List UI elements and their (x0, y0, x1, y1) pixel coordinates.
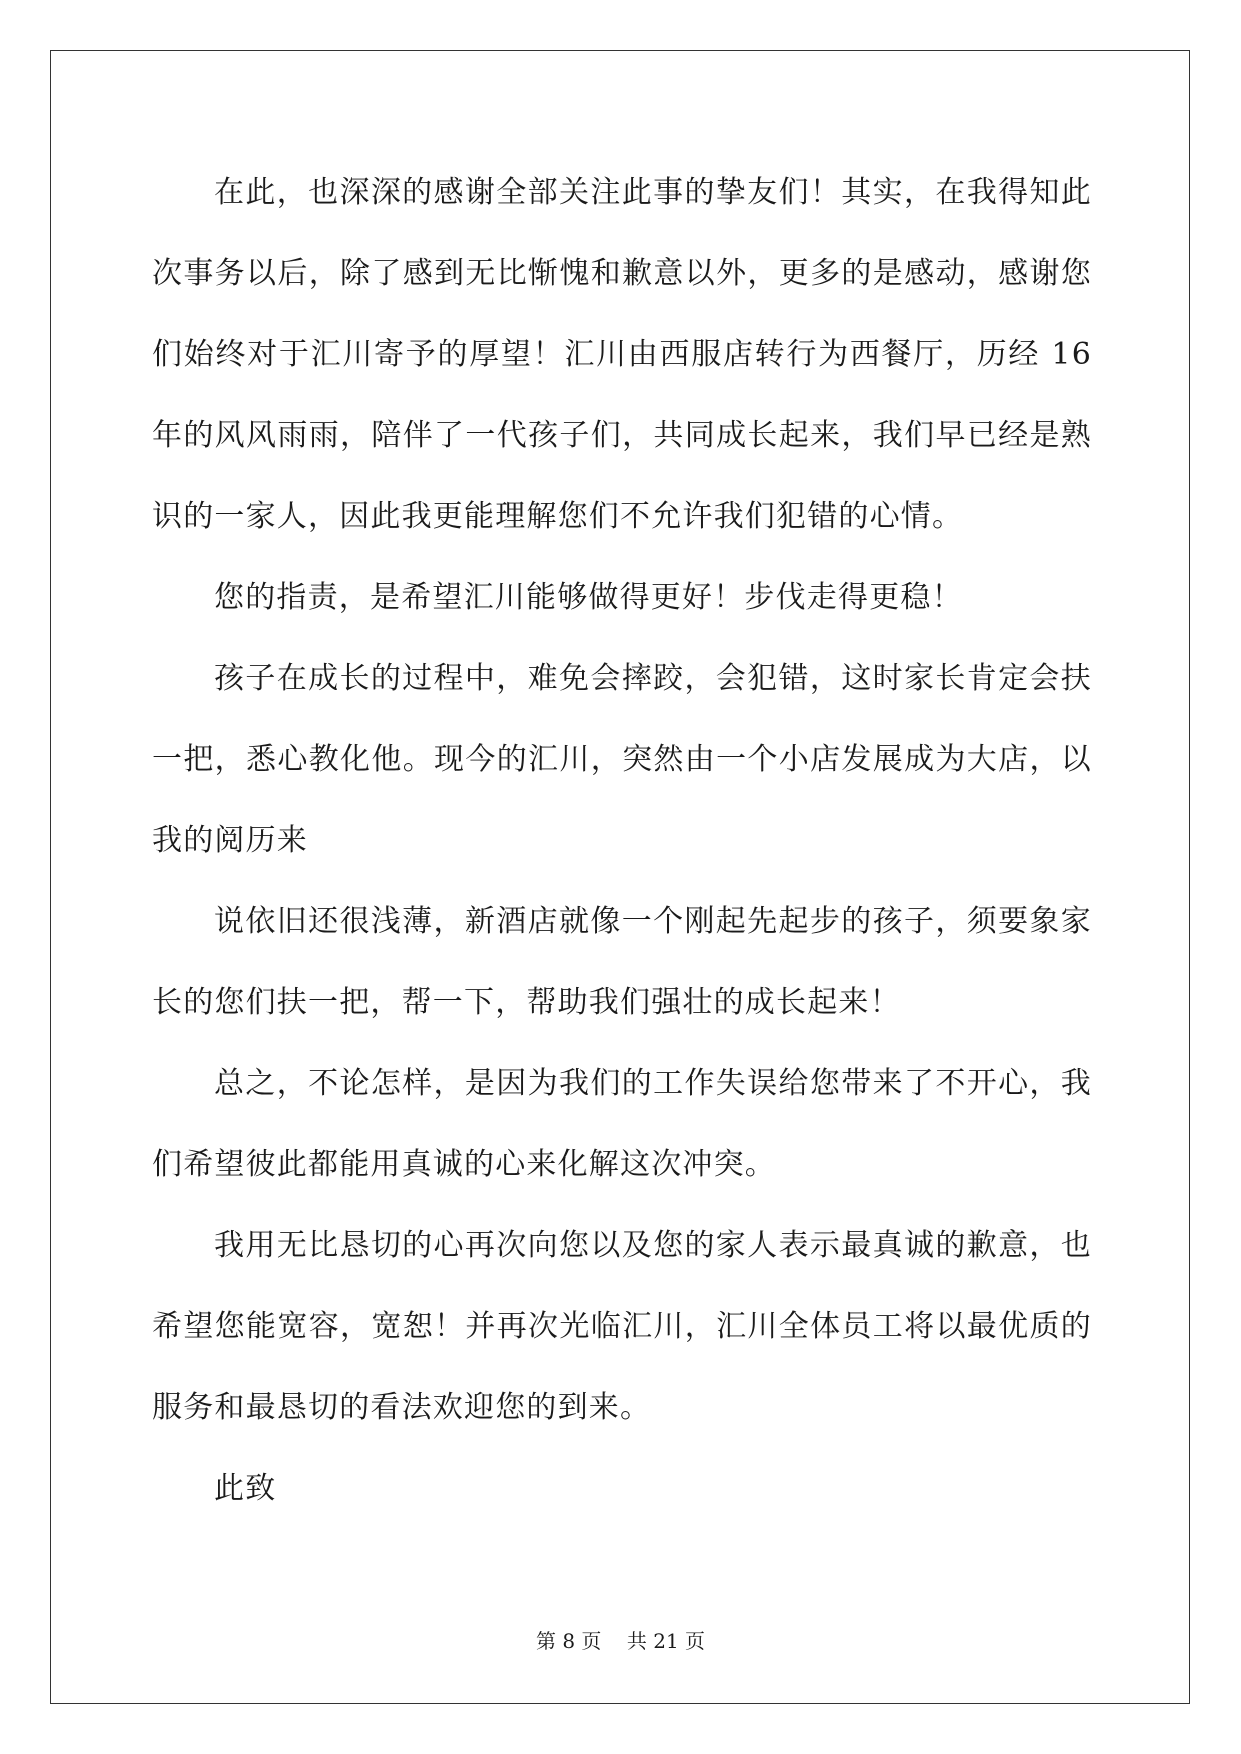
paragraph-criticism: 您的指责，是希望汇川能够做得更好！步伐走得更稳！ (214, 580, 963, 615)
total-pages: 共 21 页 (626, 1629, 706, 1653)
paragraph-growth: 孩子在成长的过程中，难免会摔跤，会犯错，这时家长肯定会扶一把，悉心教化他。现今的汇川，突然由一个小店发展成为大店，以我的阅历来 (152, 661, 1092, 858)
letter-body (152, 152, 1092, 1529)
paragraph-apology: 我用无比恳切的心再次向您以及您的家人表示最真诚的歉意，也希望您能宽容，宽恕！并再次光临汇川，汇川全体员工将以最优质的服务和最恳切的看法欢迎您的到来。 (152, 1228, 1092, 1425)
page-footer (0, 1625, 1241, 1654)
paragraph-gratitude: 在此，也深深的感谢全部关注此事的挚友们！其实，在我得知此次事务以后，除了感到无比惭愧和歉意以外，更多的是感动，感谢您们始终对于汇川寄予的厚望！汇川由西服店转行为西餐厅，历经 16 年的风风雨雨，陪伴了一代孩子们，共同成长起来，我们早已经是熟识的一家人，因此我更能理解您们不允许我们犯错的心情。 (152, 175, 1092, 534)
paragraph-closing: 此致 (214, 1471, 277, 1506)
paragraph-summary: 总之，不论怎样，是因为我们的工作失误给您带来了不开心，我们希望彼此都能用真诚的心来化解这次冲突。 (152, 1066, 1092, 1182)
paragraph-new-restaurant: 说依旧还很浅薄，新酒店就像一个刚起先起步的孩子，须要象家长的您们扶一把，帮一下，帮助我们强壮的成长起来！ (152, 904, 1092, 1020)
page-number: 第 8 页 (535, 1629, 602, 1653)
